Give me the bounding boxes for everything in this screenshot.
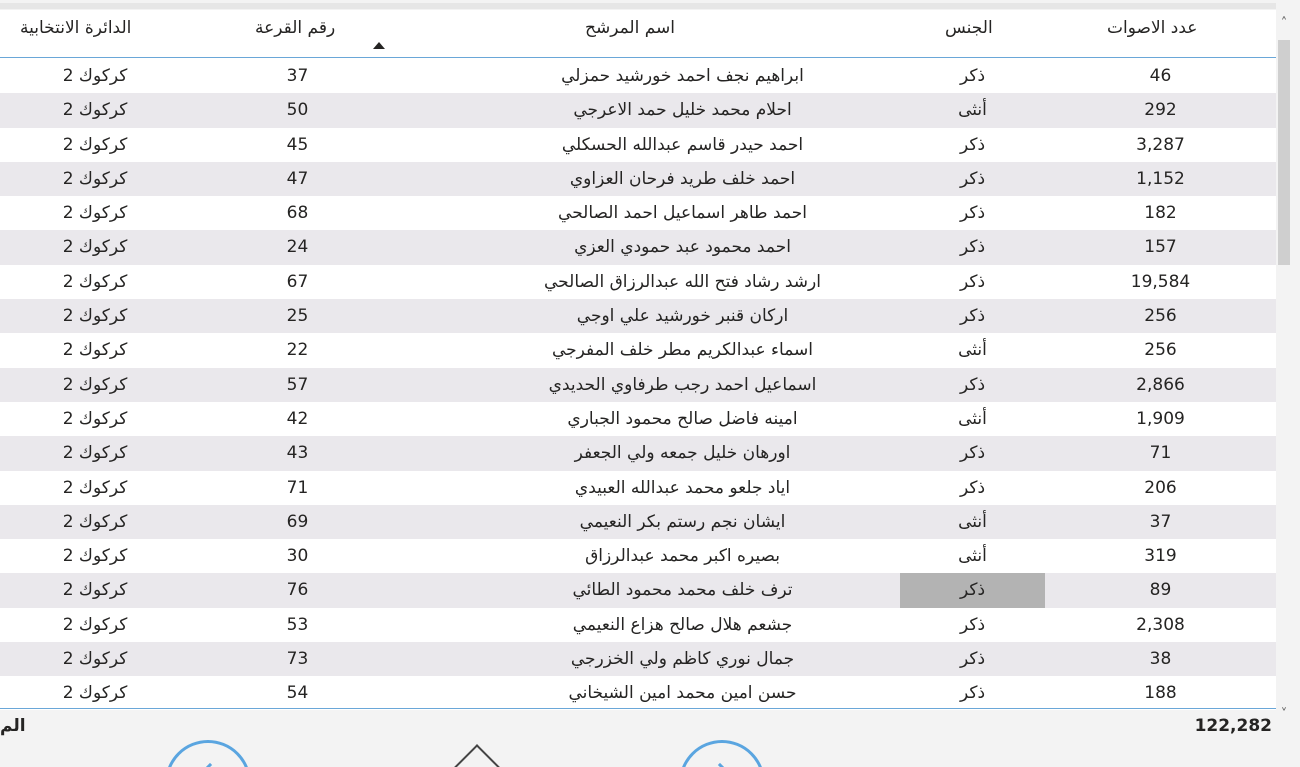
cell-gender[interactable]: ذكر (959, 443, 986, 464)
cell-lot-number[interactable]: 67 (286, 271, 309, 292)
column-header-lot-number[interactable]: رقم القرعة (255, 18, 336, 38)
cell-lot-number[interactable]: 22 (286, 340, 309, 361)
cell-gender[interactable]: ذكر (959, 306, 986, 327)
cell-district[interactable]: كركوك 2 (62, 477, 128, 498)
table-footer-divider (0, 708, 1276, 709)
cell-gender[interactable]: ذكر (959, 168, 986, 189)
table-row[interactable] (0, 93, 1276, 127)
cell-candidate-name[interactable]: اورهان خليل جمعه ولي الجعفر (574, 443, 791, 464)
collapse-up-icon[interactable] (450, 744, 504, 767)
cell-lot-number[interactable]: 73 (286, 649, 309, 670)
cell-district[interactable]: كركوك 2 (62, 134, 128, 155)
cell-district[interactable]: كركوك 2 (62, 271, 128, 292)
column-header-gender[interactable]: الجنس (945, 18, 993, 38)
cell-lot-number[interactable]: 47 (286, 168, 309, 189)
cell-votes[interactable]: 19,584 (1130, 271, 1191, 292)
cell-gender[interactable]: أنثى (958, 511, 987, 532)
table-header (0, 10, 1276, 57)
cell-gender[interactable]: ذكر (959, 134, 986, 155)
cell-gender[interactable]: ذكر (959, 66, 986, 86)
sort-ascending-icon[interactable] (373, 42, 385, 49)
scroll-up-icon[interactable]: ˄ (1280, 16, 1288, 31)
table-row[interactable] (0, 676, 1276, 710)
cell-lot-number[interactable]: 57 (286, 374, 309, 395)
cell-votes[interactable]: 292 (1144, 100, 1177, 121)
cell-district[interactable]: كركوك 2 (62, 168, 128, 189)
cell-candidate-name[interactable]: ابراهيم نجف احمد خورشيد حمزلي (561, 66, 804, 86)
cell-candidate-name[interactable]: جمال نوري كاظم ولي الخزرجي (570, 649, 795, 670)
table-row[interactable] (0, 573, 1276, 607)
cell-candidate-name[interactable]: ايشان نجم رستم بكر النعيمي (579, 511, 786, 532)
next-page-button[interactable] (679, 740, 765, 767)
cell-lot-number[interactable]: 42 (286, 408, 309, 429)
total-votes: 122,282 (1194, 716, 1272, 736)
table-row[interactable] (0, 196, 1276, 230)
cell-district[interactable]: كركوك 2 (62, 546, 128, 567)
cell-lot-number[interactable]: 43 (286, 443, 309, 464)
cell-votes[interactable]: 71 (1149, 443, 1172, 464)
cell-lot-number[interactable]: 45 (286, 134, 309, 155)
cell-votes[interactable]: 256 (1144, 306, 1177, 327)
table-body (0, 59, 1276, 710)
cell-district[interactable]: كركوك 2 (62, 340, 128, 361)
column-header-district[interactable]: الدائرة الانتخابية (20, 18, 132, 38)
cell-votes[interactable]: 206 (1144, 477, 1177, 498)
cell-votes[interactable]: 182 (1144, 203, 1177, 224)
cell-lot-number[interactable]: 54 (286, 683, 309, 704)
cell-gender[interactable]: ذكر (959, 203, 986, 224)
total-label: الم (0, 716, 26, 736)
cell-candidate-name[interactable]: حسن امين محمد امين الشيخاني (568, 683, 797, 704)
table-row[interactable] (0, 402, 1276, 436)
cell-votes[interactable]: 38 (1149, 649, 1172, 670)
cell-votes[interactable]: 188 (1144, 683, 1177, 704)
cell-candidate-name[interactable]: احمد محمود عبد حمودي العزي (574, 237, 791, 258)
cell-gender[interactable]: ذكر (959, 477, 986, 498)
cell-candidate-name[interactable]: امينه فاضل صالح محمود الجباري (567, 408, 798, 429)
cell-lot-number[interactable]: 71 (286, 477, 309, 498)
cell-votes[interactable]: 256 (1144, 340, 1177, 361)
cell-lot-number[interactable]: 53 (286, 614, 309, 635)
cell-candidate-name[interactable]: اياد جلعو محمد عبدالله العبيدي (574, 477, 791, 498)
chevron-right-icon (706, 763, 734, 767)
cell-lot-number[interactable]: 69 (286, 511, 309, 532)
cell-gender[interactable]: ذكر (900, 573, 1045, 607)
cell-candidate-name[interactable]: ارشد رشاد فتح الله عبدالرزاق الصالحي (544, 271, 821, 292)
cell-gender[interactable]: أنثى (958, 546, 987, 567)
cell-district[interactable]: كركوك 2 (62, 203, 128, 224)
cell-candidate-name[interactable]: اسماء عبدالكريم مطر خلف المفرجي (551, 340, 814, 361)
column-header-votes[interactable]: عدد الاصوات (1107, 18, 1198, 38)
cell-district[interactable]: كركوك 2 (62, 511, 128, 532)
scrollbar-thumb[interactable] (1278, 40, 1290, 265)
cell-district[interactable]: كركوك 2 (62, 443, 128, 464)
cell-district[interactable]: كركوك 2 (62, 66, 128, 86)
cell-lot-number[interactable]: 37 (286, 66, 309, 86)
cell-votes[interactable]: 1,152 (1136, 168, 1185, 189)
cell-gender[interactable]: ذكر (959, 374, 986, 395)
cell-votes[interactable]: 2,308 (1136, 614, 1185, 635)
cell-votes[interactable]: 3,287 (1136, 134, 1185, 155)
cell-district[interactable]: كركوك 2 (62, 374, 128, 395)
cell-gender[interactable]: ذكر (959, 649, 986, 670)
cell-lot-number[interactable]: 24 (286, 237, 309, 258)
candidates-table (0, 10, 1276, 710)
chevron-left-icon (196, 763, 224, 767)
cell-lot-number[interactable]: 25 (286, 306, 309, 327)
cell-candidate-name[interactable]: احمد طاهر اسماعيل احمد الصالحي (558, 203, 807, 224)
cell-district[interactable]: كركوك 2 (62, 306, 128, 327)
cell-candidate-name[interactable]: ترف خلف محمد محمود الطائي (572, 580, 793, 601)
previous-page-button[interactable] (165, 740, 251, 767)
table-row[interactable] (0, 333, 1276, 367)
cell-candidate-name[interactable]: اسماعيل احمد رجب طرفاوي الحديدي (548, 374, 817, 395)
cell-lot-number[interactable]: 30 (286, 546, 309, 567)
cell-district[interactable]: كركوك 2 (62, 683, 128, 704)
cell-gender[interactable]: ذكر (959, 237, 986, 258)
cell-district[interactable]: كركوك 2 (62, 649, 128, 670)
cell-votes[interactable]: 1,909 (1136, 408, 1185, 429)
cell-votes[interactable]: 2,866 (1136, 374, 1185, 395)
cell-lot-number[interactable]: 50 (286, 100, 309, 121)
cell-lot-number[interactable]: 68 (286, 203, 309, 224)
cell-votes[interactable]: 319 (1144, 546, 1177, 567)
table-row[interactable] (0, 230, 1276, 264)
cell-district[interactable]: كركوك 2 (62, 580, 128, 601)
table-row[interactable] (0, 59, 1276, 93)
table-row[interactable] (0, 436, 1276, 470)
cell-district[interactable]: كركوك 2 (62, 237, 128, 258)
cell-gender[interactable]: أنثى (958, 408, 987, 429)
cell-gender[interactable]: أنثى (958, 340, 987, 361)
table-row[interactable] (0, 299, 1276, 333)
table-row[interactable] (0, 471, 1276, 505)
table-row[interactable] (0, 608, 1276, 642)
cell-gender[interactable]: ذكر (959, 614, 986, 635)
cell-candidate-name[interactable]: جشعم هلال صالح هزاع النعيمي (572, 614, 793, 635)
cell-district[interactable]: كركوك 2 (62, 408, 128, 429)
cell-votes[interactable]: 157 (1144, 237, 1177, 258)
column-header-candidate-name[interactable]: اسم المرشح (585, 18, 676, 38)
cell-gender[interactable]: أنثى (958, 100, 987, 121)
table-row[interactable] (0, 642, 1276, 676)
cell-votes[interactable]: 46 (1149, 66, 1172, 86)
table-row[interactable] (0, 505, 1276, 539)
cell-votes[interactable]: 37 (1149, 511, 1172, 532)
table-row[interactable] (0, 539, 1276, 573)
cell-candidate-name[interactable]: احلام محمد خليل حمد الاعرجي (573, 100, 792, 121)
cell-candidate-name[interactable]: بصيره اكبر محمد عبدالرزاق (585, 546, 780, 567)
cell-gender[interactable]: ذكر (959, 271, 986, 292)
cell-candidate-name[interactable]: احمد خلف طريد فرحان العزاوي (569, 168, 796, 189)
cell-candidate-name[interactable]: اركان قنبر خورشيد علي اوجي (576, 306, 789, 327)
cell-district[interactable]: كركوك 2 (62, 614, 128, 635)
table-row[interactable] (0, 128, 1276, 162)
table-row[interactable] (0, 368, 1276, 402)
cell-candidate-name[interactable]: احمد حيدر قاسم عبدالله الحسكلي (561, 134, 804, 155)
cell-gender[interactable]: ذكر (959, 683, 986, 704)
cell-lot-number[interactable]: 76 (286, 580, 309, 601)
cell-district[interactable]: كركوك 2 (62, 100, 128, 121)
table-row[interactable] (0, 265, 1276, 299)
top-border (0, 3, 1276, 9)
header-divider (0, 57, 1276, 58)
table-row[interactable] (0, 162, 1276, 196)
scroll-down-icon[interactable]: ˅ (1280, 707, 1288, 722)
cell-votes[interactable]: 89 (1149, 580, 1172, 601)
